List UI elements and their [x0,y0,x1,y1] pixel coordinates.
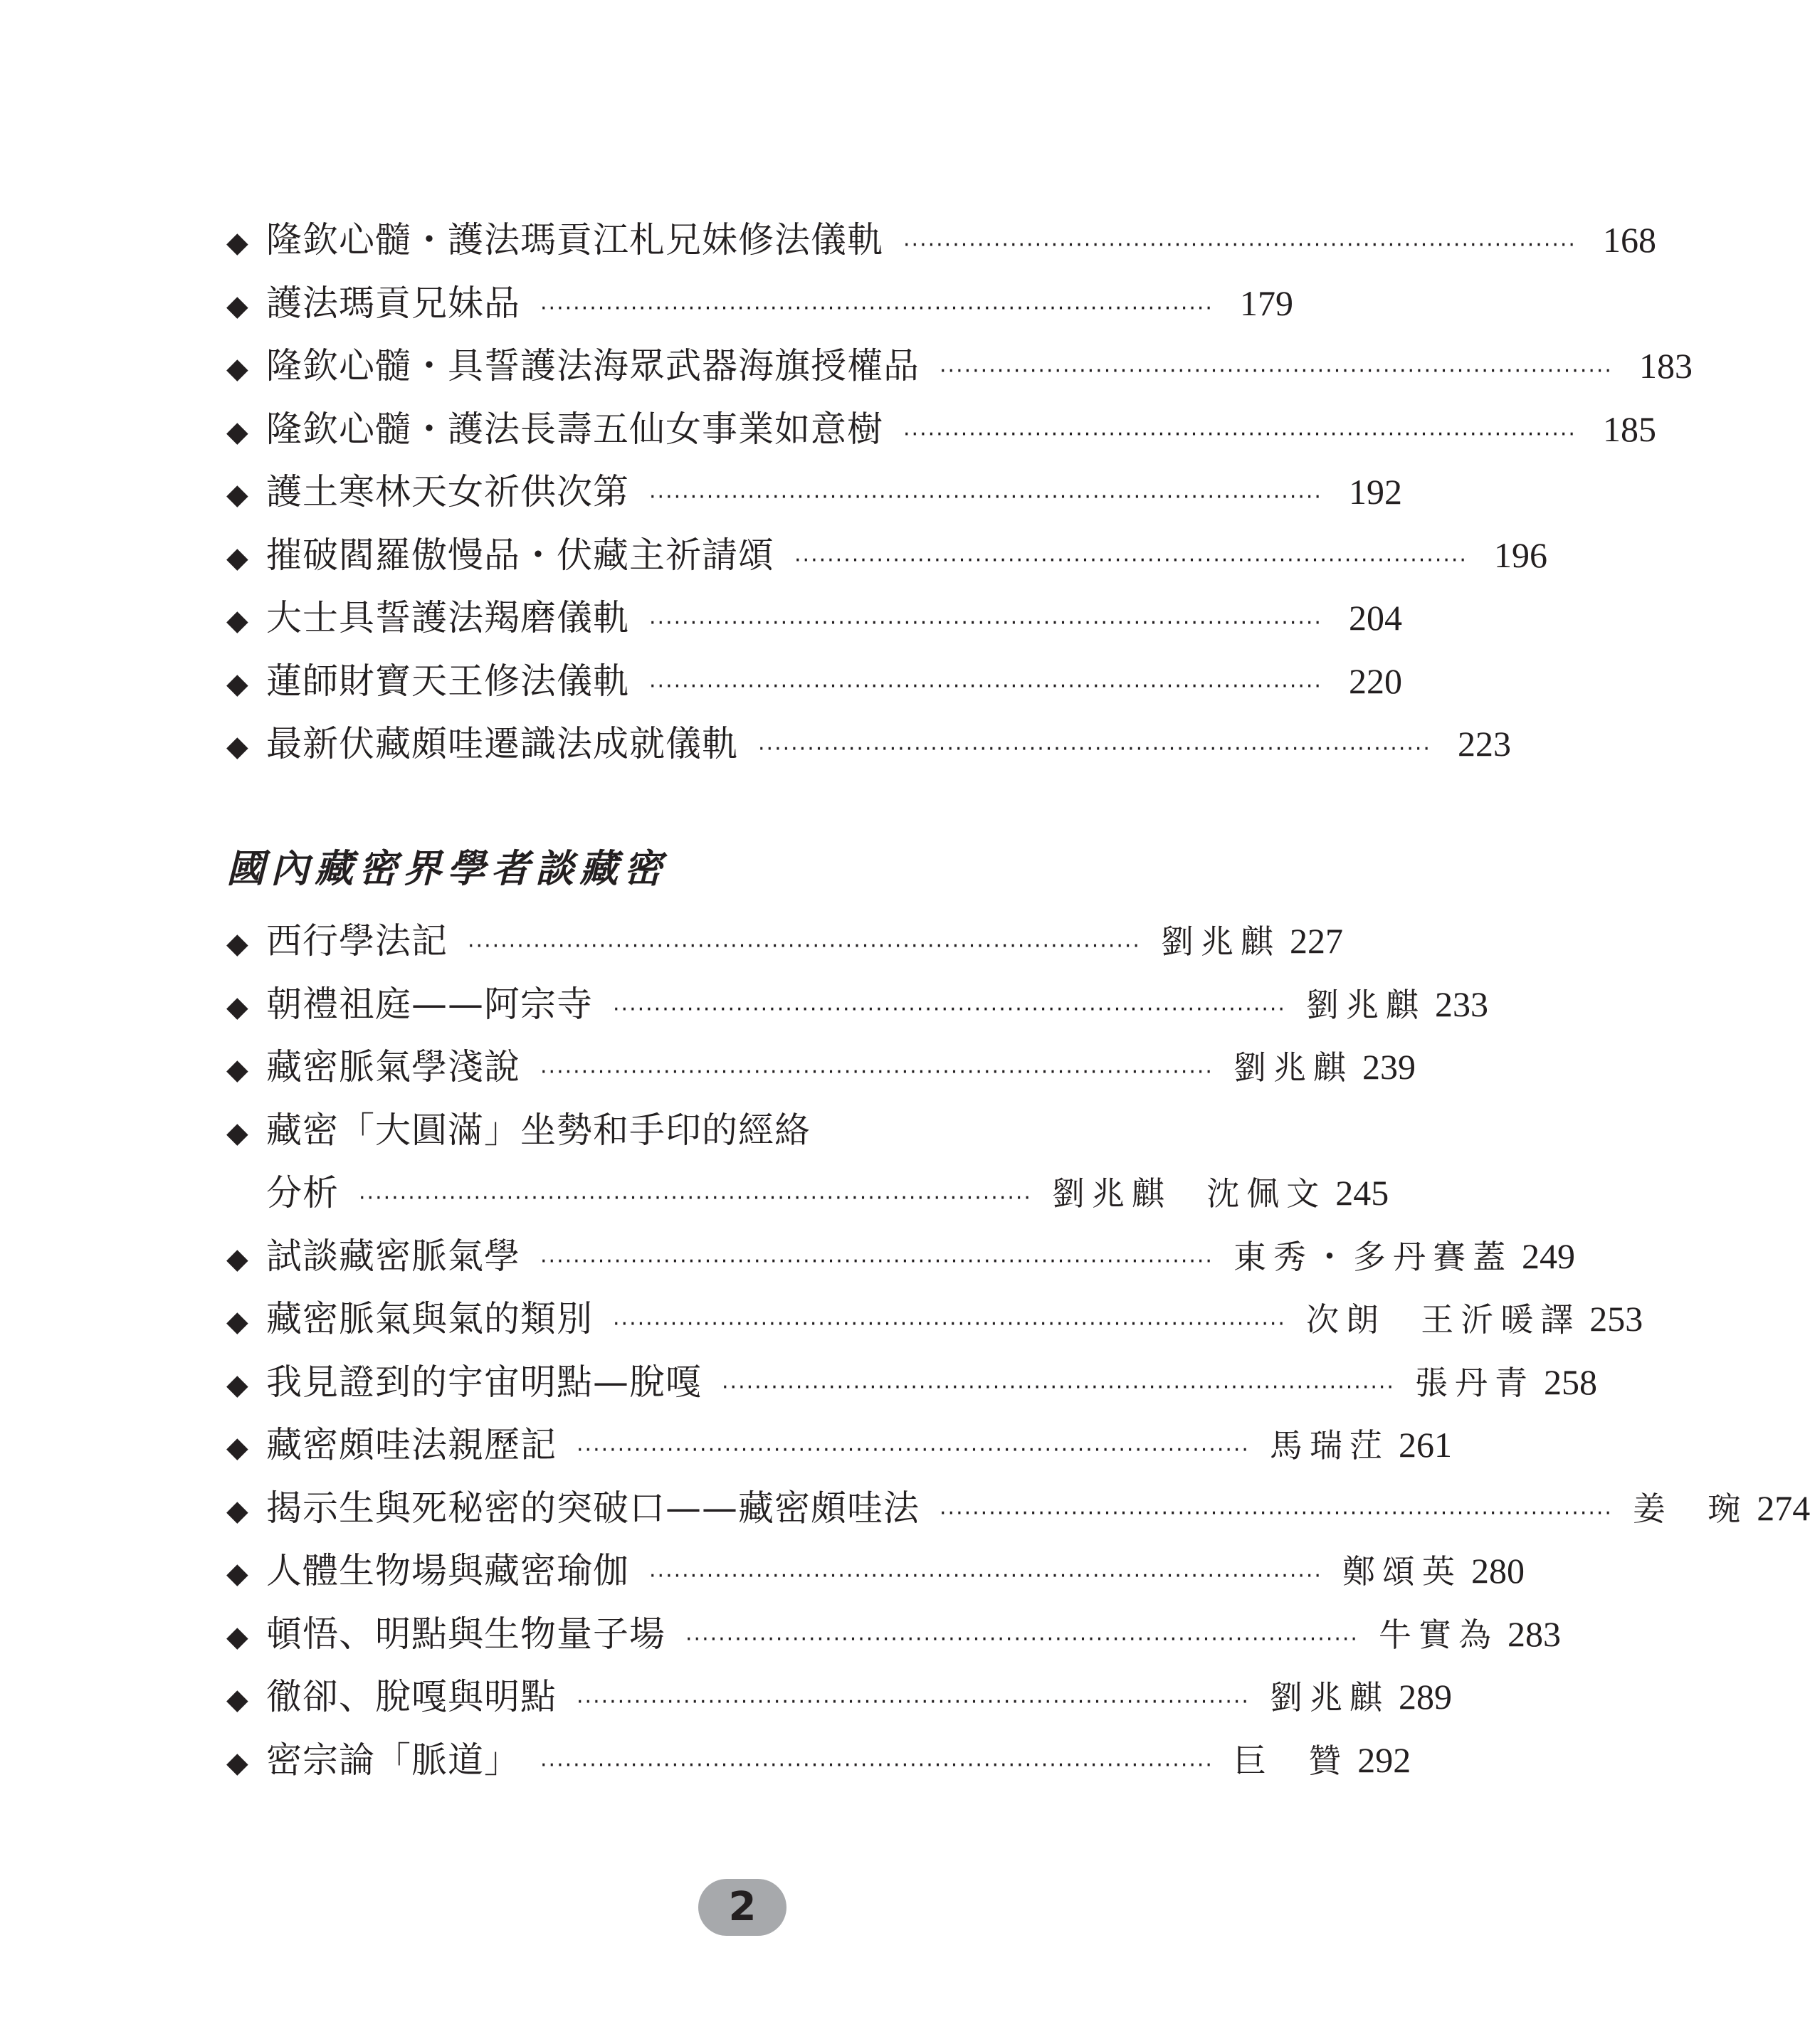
toc-entry[interactable] [226,272,1293,335]
entry-page-number: 192 [1348,472,1402,512]
toc-entry[interactable] [226,1287,1643,1351]
diamond-bullet-icon: ◆ [226,1242,248,1275]
dot-leader: ·················································································· [903,233,1577,258]
dot-leader: ·················································································· [794,547,1468,573]
toc-section-1 [226,209,1693,776]
dot-leader: ·················································································· [577,1438,1250,1463]
dot-leader: ·················································································· [613,1312,1286,1337]
diamond-bullet-icon: ◆ [226,1683,248,1716]
dot-leader: ·················································································· [540,1752,1214,1778]
diamond-bullet-icon: ◆ [226,667,248,700]
entry-title: 揭示生與死秘密的突破口——藏密頗哇法 [266,1487,920,1529]
diamond-bullet-icon: ◆ [226,289,248,322]
entry-title: 藏密脈氣與氣的類別 [266,1298,593,1339]
entry-author: 巨 贊 [1233,1741,1349,1780]
entry-page-number: 280 [1470,1551,1525,1591]
diamond-bullet-icon: ◆ [226,1368,248,1401]
entry-author: 次朗 王沂暖譯 [1305,1300,1581,1339]
diamond-bullet-icon: ◆ [226,990,248,1023]
entry-author: 牛實為 [1378,1615,1498,1654]
dot-leader: ·················································································· [359,1186,1032,1211]
entry-title: 頓悟、明點與生物量子場 [266,1613,665,1655]
toc-entry-continuation[interactable] [226,1161,1389,1225]
entry-page-number: 227 [1289,921,1343,961]
diamond-bullet-icon: ◆ [226,1620,248,1653]
entry-page-number: 274 [1757,1487,1810,1528]
entry-title: 大士具誓護法羯磨儀軌 [266,597,629,638]
entry-title: 人體生物場與藏密瑜伽 [266,1550,629,1591]
entry-title: 密宗論「脈道」 [266,1739,520,1781]
entry-author: 劉兆麒 [1269,1678,1389,1717]
section-heading: 國內藏密界學者談藏密 [226,845,668,891]
diamond-bullet-icon: ◆ [226,1053,248,1086]
dot-leader: ·················································································· [722,1374,1395,1400]
entry-page-number: 223 [1457,724,1511,764]
entry-title: 西行學法記 [266,920,448,962]
diamond-bullet-icon: ◆ [226,604,248,637]
entry-page-number: 283 [1507,1613,1561,1654]
toc-entry[interactable] [226,1539,1525,1603]
dot-leader: ·················································································· [613,996,1286,1022]
entry-page-number: 258 [1543,1361,1597,1402]
entry-page-number: 179 [1239,283,1293,323]
toc-entry[interactable] [226,586,1402,650]
entry-author: 劉兆麒 [1233,1048,1353,1087]
entry-page-number: 261 [1398,1425,1452,1465]
entry-title: 徹卻、脫嘎與明點 [266,1676,557,1717]
entry-author: 馬瑞茳 [1269,1426,1389,1465]
entry-page-number: 233 [1434,984,1488,1024]
toc-entry[interactable] [226,1413,1452,1477]
entry-author: 東秀・多丹賽蓋 [1233,1237,1512,1276]
toc-entry[interactable] [226,1036,1416,1099]
entry-title: 護法瑪貢兄妹品 [266,282,520,324]
entry-title: 藏密頗哇法親歷記 [266,1424,557,1465]
entry-title: 隆欽心髓・具誓護法海眾武器海旗授權品 [266,345,920,386]
entry-title: 蓮師財寶天王修法儀軌 [266,660,629,702]
toc-entry[interactable] [226,460,1402,524]
entry-title: 藏密脈氣學淺說 [266,1046,520,1087]
entry-title: 護土寒林天女祈供次第 [266,471,629,512]
diamond-bullet-icon: ◆ [226,1557,248,1590]
entry-author: 劉兆麒 [1305,985,1426,1024]
diamond-bullet-icon: ◆ [226,1431,248,1464]
entry-title: 我見證到的宇宙明點—脫嘎 [266,1361,702,1403]
dot-leader: ·················································································· [940,359,1613,384]
diamond-bullet-icon: ◆ [226,730,248,763]
diamond-bullet-icon: ◆ [226,541,248,574]
dot-leader: ·················································································· [540,1248,1214,1274]
entry-page-number: 185 [1602,409,1656,449]
diamond-bullet-icon: ◆ [226,478,248,511]
dot-leader: ·················································································· [649,673,1322,699]
entry-author: 張丹青 [1414,1363,1535,1402]
entry-title: 最新伏藏頗哇遷識法成就儀軌 [266,723,738,764]
page-number-badge: 2 [698,1879,786,1936]
entry-page-number: 220 [1348,660,1402,701]
entry-title: 隆欽心髓・護法長壽五仙女事業如意樹 [266,408,883,450]
entry-author: 姜 琬 [1632,1489,1748,1528]
entry-title: 試談藏密脈氣學 [266,1235,520,1277]
dot-leader: ·················································································· [649,611,1322,636]
toc-entry[interactable] [226,1603,1561,1666]
dot-leader: ·················································································· [903,421,1577,447]
diamond-bullet-icon: ◆ [226,1746,248,1779]
toc-section-2 [226,910,1810,1791]
entry-page-number: 196 [1493,534,1547,575]
dot-leader: ·················································································· [540,1060,1214,1085]
diamond-bullet-icon: ◆ [226,927,248,960]
toc-entry[interactable] [226,209,1656,272]
entry-title: 朝禮祖庭——阿宗寺 [266,983,593,1025]
entry-page-number: 183 [1638,346,1693,386]
entry-page-number: 204 [1348,598,1402,638]
toc-entry[interactable] [226,1351,1597,1414]
dot-leader: ·················································································· [540,295,1214,321]
entry-page-number: 249 [1521,1236,1575,1276]
entry-author: 鄭頌英 [1342,1552,1462,1591]
dot-leader: ·················································································· [940,1500,1613,1526]
toc-entry[interactable] [226,973,1488,1036]
toc-entry[interactable] [226,398,1656,461]
dot-leader: ·················································································· [685,1626,1359,1652]
entry-title-continuation: 分析 [266,1172,339,1213]
diamond-bullet-icon: ◆ [226,1305,248,1338]
entry-title: 摧破閻羅傲慢品・伏藏主祈請頌 [266,534,774,576]
toc-entry[interactable] [226,1225,1575,1288]
toc-entry[interactable] [226,712,1511,776]
dot-leader: ·················································································· [758,737,1431,762]
entry-title: 隆欽心髓・護法瑪貢江札兄妹修法儀軌 [266,219,883,260]
entry-page-number: 239 [1362,1047,1416,1087]
toc-entry[interactable] [226,1477,1810,1540]
entry-page-number: 245 [1335,1173,1389,1213]
diamond-bullet-icon: ◆ [226,1494,248,1527]
diamond-bullet-icon: ◆ [226,226,248,259]
diamond-bullet-icon: ◆ [226,352,248,385]
dot-leader: ·················································································· [649,485,1322,510]
toc-entry[interactable] [226,1665,1452,1729]
entry-author: 劉兆麒 沈佩文 [1051,1174,1327,1213]
toc-entry[interactable] [226,910,1343,973]
entry-author: 劉兆麒 [1160,922,1280,961]
entry-page-number: 168 [1602,220,1656,260]
dot-leader: ·················································································· [577,1690,1250,1714]
toc-entry[interactable] [226,650,1402,713]
dot-leader: ·················································································· [649,1564,1322,1589]
entry-page-number: 253 [1589,1299,1643,1339]
dot-leader: ·················································································· [468,934,1141,959]
toc-entry[interactable] [226,1729,1411,1792]
toc-entry[interactable] [226,524,1547,587]
entry-title: 藏密「大圓滿」坐勢和手印的經絡 [266,1109,811,1151]
diamond-bullet-icon: ◆ [226,1116,248,1149]
entry-page-number: 289 [1398,1677,1452,1717]
toc-entry[interactable] [226,334,1693,398]
diamond-bullet-icon: ◆ [226,415,248,448]
entry-page-number: 292 [1357,1739,1411,1780]
toc-entry[interactable] [226,1099,1274,1162]
